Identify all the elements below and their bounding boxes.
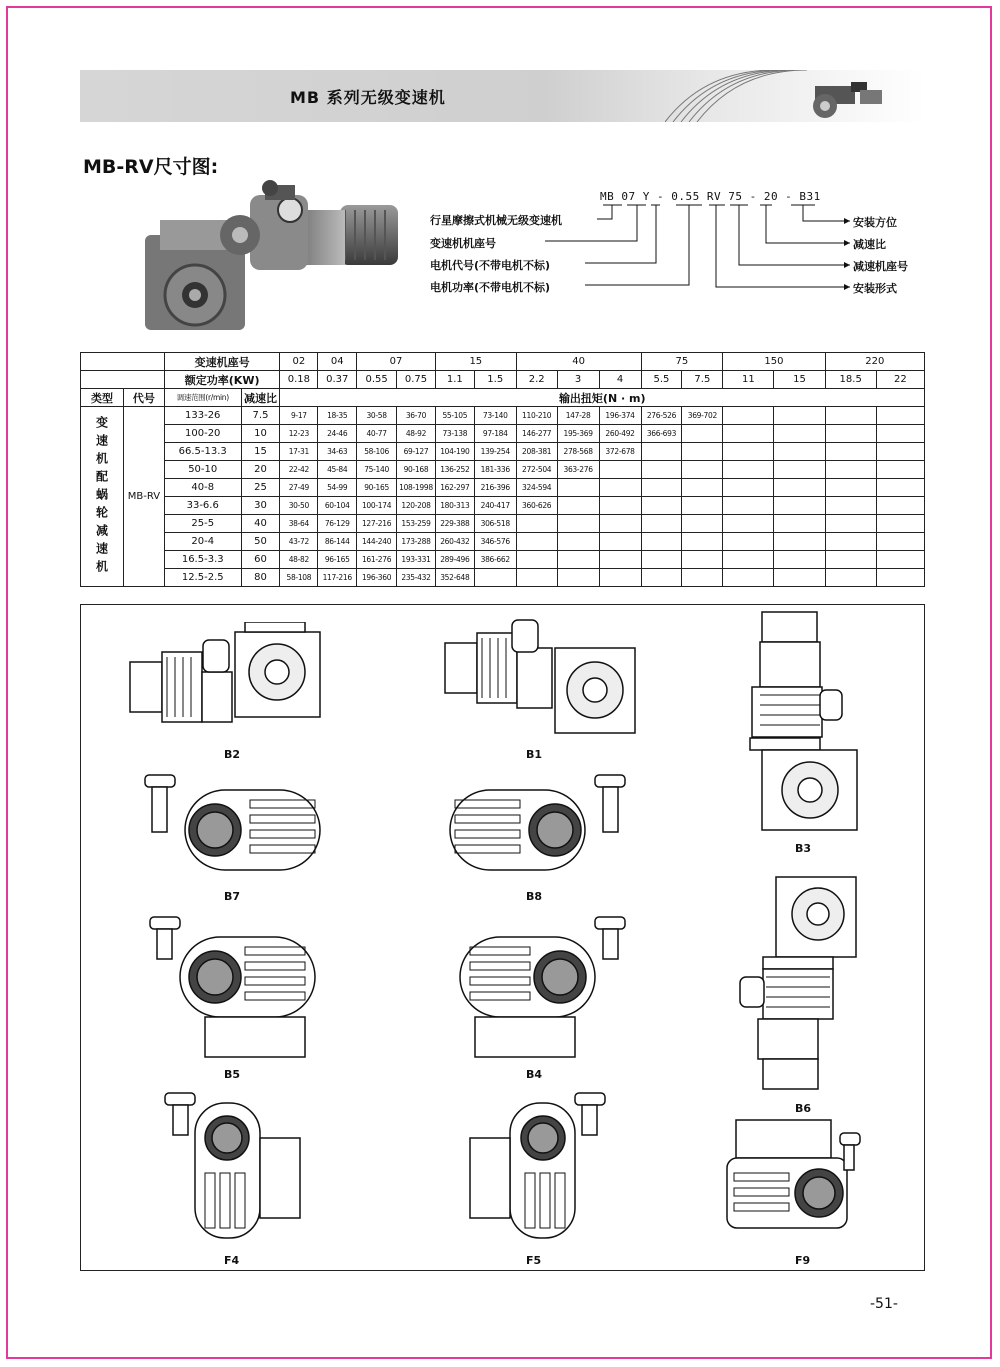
empty-cell [641,497,682,515]
torque-value: 58-108 [280,569,318,587]
empty-cell [876,533,924,551]
empty-cell [876,443,924,461]
ratio-value: 40 [241,515,280,533]
empty-cell [774,461,825,479]
legend-item-mounting-type: 安装形式 [853,282,897,295]
torque-value: 173-288 [397,533,436,551]
power-value: 0.37 [318,371,357,389]
ratio-value: 25 [241,479,280,497]
header-decoration [665,70,925,122]
torque-value: 276-526 [641,407,682,425]
torque-value: 34-63 [318,443,357,461]
legend-item-mounting-position: 安装方位 [853,216,897,229]
mount-label-f9: F9 [795,1254,811,1267]
empty-cell [825,551,876,569]
seat-value: 02 [280,353,318,371]
torque-value: 120-208 [397,497,436,515]
torque-value: 196-374 [599,407,641,425]
mount-label-b7: B7 [224,890,241,903]
torque-value: 54-99 [318,479,357,497]
blank-cell [81,353,165,371]
mount-label-b5: B5 [224,1068,241,1081]
empty-cell [774,569,825,587]
power-value: 11 [723,371,774,389]
empty-cell [825,479,876,497]
empty-cell [599,461,641,479]
blank-cell [81,371,165,389]
model-code: MB 07 Y - 0.55 RV 75 - 20 - B31 [600,190,821,203]
torque-value: 153-259 [397,515,436,533]
legend-item-motor-power: 电机功率(不带电机不标) [430,281,551,294]
legend-item-motor-code: 电机代号(不带电机不标) [430,259,551,272]
torque-value: 36-70 [397,407,436,425]
empty-cell [876,479,924,497]
torque-value: 193-331 [397,551,436,569]
torque-value: 366-693 [641,425,682,443]
range-value: 40-8 [164,479,241,497]
torque-value: 18-35 [318,407,357,425]
page-title: MB 系列无级变速机 [290,88,446,107]
torque-value: 40-77 [357,425,397,443]
range-value: 33-6.6 [164,497,241,515]
torque-value: 240-417 [474,497,516,515]
empty-cell [641,551,682,569]
torque-value: 97-184 [474,425,516,443]
torque-value: 117-216 [318,569,357,587]
empty-cell [825,425,876,443]
empty-cell [682,425,723,443]
ratio-value: 15 [241,443,280,461]
mount-b3-drawing [740,610,860,835]
power-value: 1.1 [435,371,474,389]
empty-cell [474,569,516,587]
empty-cell [876,425,924,443]
empty-cell [557,551,599,569]
torque-value: 235-432 [397,569,436,587]
empty-cell [599,515,641,533]
torque-value: 22-42 [280,461,318,479]
power-value: 1.5 [474,371,516,389]
mount-f9-drawing [722,1118,862,1236]
torque-value: 73-140 [474,407,516,425]
torque-value: 352-648 [435,569,474,587]
torque-value: 144-240 [357,533,397,551]
empty-cell [682,497,723,515]
torque-value: 369-702 [682,407,723,425]
torque-value: 208-381 [516,443,557,461]
empty-cell [876,569,924,587]
empty-cell [641,479,682,497]
empty-cell [774,443,825,461]
empty-cell [876,515,924,533]
torque-spec-table [80,352,925,587]
mount-b1-drawing [440,618,640,740]
ratio-value: 50 [241,533,280,551]
torque-value: 43-72 [280,533,318,551]
table-row [81,443,925,461]
power-row [81,371,925,389]
torque-value: 136-252 [435,461,474,479]
torque-value: 386-662 [474,551,516,569]
empty-cell [723,497,774,515]
empty-cell [774,551,825,569]
empty-cell [774,479,825,497]
ratio-value: 80 [241,569,280,587]
range-value: 16.5-3.3 [164,551,241,569]
empty-cell [516,569,557,587]
power-value: 18.5 [825,371,876,389]
torque-value: 104-190 [435,443,474,461]
power-value: 22 [876,371,924,389]
legend-item-seat: 变速机机座号 [430,237,496,250]
empty-cell [599,497,641,515]
power-value: 0.18 [280,371,318,389]
empty-cell [516,533,557,551]
power-value: 15 [774,371,825,389]
empty-cell [876,461,924,479]
power-value: 7.5 [682,371,723,389]
torque-value: 146-277 [516,425,557,443]
empty-cell [641,569,682,587]
power-header: 额定功率(KW) [164,371,280,389]
empty-cell [516,551,557,569]
mount-label-f5: F5 [526,1254,542,1267]
torque-value: 38-64 [280,515,318,533]
seat-header: 变速机座号 [164,353,280,371]
empty-cell [557,479,599,497]
torque-value: 127-216 [357,515,397,533]
range-value: 133-26 [164,407,241,425]
range-value: 12.5-2.5 [164,569,241,587]
torque-value: 75-140 [357,461,397,479]
torque-value: 90-165 [357,479,397,497]
ratio-value: 10 [241,425,280,443]
seat-value: 75 [641,353,723,371]
torque-value: 161-276 [357,551,397,569]
torque-value: 60-104 [318,497,357,515]
power-value: 2.2 [516,371,557,389]
empty-cell [516,515,557,533]
seat-value: 150 [723,353,825,371]
empty-cell [825,497,876,515]
mount-f5-drawing [465,1088,615,1248]
torque-value: 195-369 [557,425,599,443]
torque-value: 90-168 [397,461,436,479]
empty-cell [774,533,825,551]
empty-cell [723,425,774,443]
empty-cell [876,497,924,515]
power-value: 3 [557,371,599,389]
mount-label-b8: B8 [526,890,543,903]
mount-label-b2: B2 [224,748,241,761]
torque-value: 278-568 [557,443,599,461]
empty-cell [682,479,723,497]
seat-value: 15 [435,353,516,371]
empty-cell [723,569,774,587]
empty-cell [641,533,682,551]
empty-cell [641,443,682,461]
page-number: -51- [870,1296,898,1312]
empty-cell [723,551,774,569]
seat-value: 220 [825,353,924,371]
empty-cell [599,533,641,551]
empty-cell [723,533,774,551]
mount-label-f4: F4 [224,1254,240,1267]
torque-value: 196-360 [357,569,397,587]
empty-cell [774,425,825,443]
power-value: 0.55 [357,371,397,389]
empty-cell [723,479,774,497]
empty-cell [682,443,723,461]
empty-cell [641,461,682,479]
mount-b5-drawing [145,912,325,1062]
power-value: 0.75 [397,371,436,389]
column-header-row [81,389,925,407]
empty-cell [825,407,876,425]
empty-cell [641,515,682,533]
torque-value: 108-1998 [397,479,436,497]
torque-value: 27-49 [280,479,318,497]
torque-value: 180-313 [435,497,474,515]
range-value: 50-10 [164,461,241,479]
empty-cell [599,569,641,587]
empty-cell [557,497,599,515]
torque-value: 30-50 [280,497,318,515]
seat-row [81,353,925,371]
empty-cell [682,533,723,551]
seat-value: 07 [357,353,436,371]
type-value: 变速机配蜗轮减速机 [81,407,124,587]
table-row [81,461,925,479]
torque-value: 9-17 [280,407,318,425]
ratio-value: 20 [241,461,280,479]
torque-value: 260-432 [435,533,474,551]
torque-value: 272-504 [516,461,557,479]
empty-cell [723,515,774,533]
empty-cell [876,551,924,569]
table-row [81,551,925,569]
legend-item-reducer-seat: 减速机座号 [853,260,908,273]
torque-value: 289-496 [435,551,474,569]
mount-label-b3: B3 [795,842,812,855]
torque-value: 12-23 [280,425,318,443]
empty-cell [682,461,723,479]
ratio-value: 7.5 [241,407,280,425]
code-value: MB-RV [123,407,164,587]
range-value: 100-20 [164,425,241,443]
torque-value: 45-84 [318,461,357,479]
torque-value: 69-127 [397,443,436,461]
table-row [81,569,925,587]
torque-value: 48-82 [280,551,318,569]
empty-cell [723,461,774,479]
torque-value: 58-106 [357,443,397,461]
empty-cell [774,407,825,425]
product-photo [140,180,402,342]
range-value: 66.5-13.3 [164,443,241,461]
table-row [81,425,925,443]
torque-header: 输出扭矩(N · m) [280,389,925,407]
table-row [81,497,925,515]
torque-value: 216-396 [474,479,516,497]
empty-cell [723,407,774,425]
range-value: 20-4 [164,533,241,551]
torque-value: 24-46 [318,425,357,443]
table-row [81,515,925,533]
empty-cell [825,533,876,551]
empty-cell [557,533,599,551]
torque-value: 100-174 [357,497,397,515]
ratio-header: 减速比 [241,389,280,407]
empty-cell [682,551,723,569]
torque-value: 55-105 [435,407,474,425]
seat-value: 40 [516,353,641,371]
torque-value: 73-138 [435,425,474,443]
power-value: 5.5 [641,371,682,389]
mount-label-b6: B6 [795,1102,812,1115]
legend-item-ratio: 减速比 [853,238,886,251]
torque-value: 372-678 [599,443,641,461]
torque-value: 96-165 [318,551,357,569]
torque-value: 30-58 [357,407,397,425]
mount-b7-drawing [140,770,325,882]
empty-cell [682,515,723,533]
empty-cell [599,551,641,569]
mount-b2-drawing [125,622,335,740]
mount-b4-drawing [455,912,635,1062]
legend-item-reducer-type: 行星摩擦式机械无级变速机 [430,214,562,227]
torque-value: 48-92 [397,425,436,443]
torque-value: 17-31 [280,443,318,461]
torque-value: 260-492 [599,425,641,443]
empty-cell [774,497,825,515]
torque-value: 363-276 [557,461,599,479]
mount-label-b1: B1 [526,748,543,761]
ratio-value: 30 [241,497,280,515]
empty-cell [599,479,641,497]
table-row [81,533,925,551]
empty-cell [825,443,876,461]
empty-cell [723,443,774,461]
empty-cell [876,407,924,425]
ratio-value: 60 [241,551,280,569]
mount-f4-drawing [155,1088,305,1248]
mount-b6-drawing [738,872,858,1092]
torque-value: 306-518 [474,515,516,533]
power-value: 4 [599,371,641,389]
torque-value: 162-297 [435,479,474,497]
torque-value: 86-144 [318,533,357,551]
torque-value: 76-129 [318,515,357,533]
table-row [81,407,925,425]
torque-value: 346-576 [474,533,516,551]
range-header: 调速范围(r/min) [164,389,241,407]
empty-cell [557,569,599,587]
torque-value: 147-28 [557,407,599,425]
empty-cell [682,569,723,587]
empty-cell [557,515,599,533]
torque-value: 139-254 [474,443,516,461]
empty-cell [825,569,876,587]
torque-value: 110-210 [516,407,557,425]
torque-value: 229-388 [435,515,474,533]
type-header: 类型 [81,389,124,407]
torque-value: 324-594 [516,479,557,497]
code-header: 代号 [123,389,164,407]
table-row [81,479,925,497]
empty-cell [825,515,876,533]
torque-value: 360-626 [516,497,557,515]
torque-value: 181-336 [474,461,516,479]
motor-thumbnail-icon [813,82,882,118]
empty-cell [774,515,825,533]
empty-cell [825,461,876,479]
range-value: 25-5 [164,515,241,533]
seat-value: 04 [318,353,357,371]
section-title: MB-RV尺寸图: [83,156,219,178]
mount-label-b4: B4 [526,1068,543,1081]
mount-b8-drawing [445,770,630,882]
